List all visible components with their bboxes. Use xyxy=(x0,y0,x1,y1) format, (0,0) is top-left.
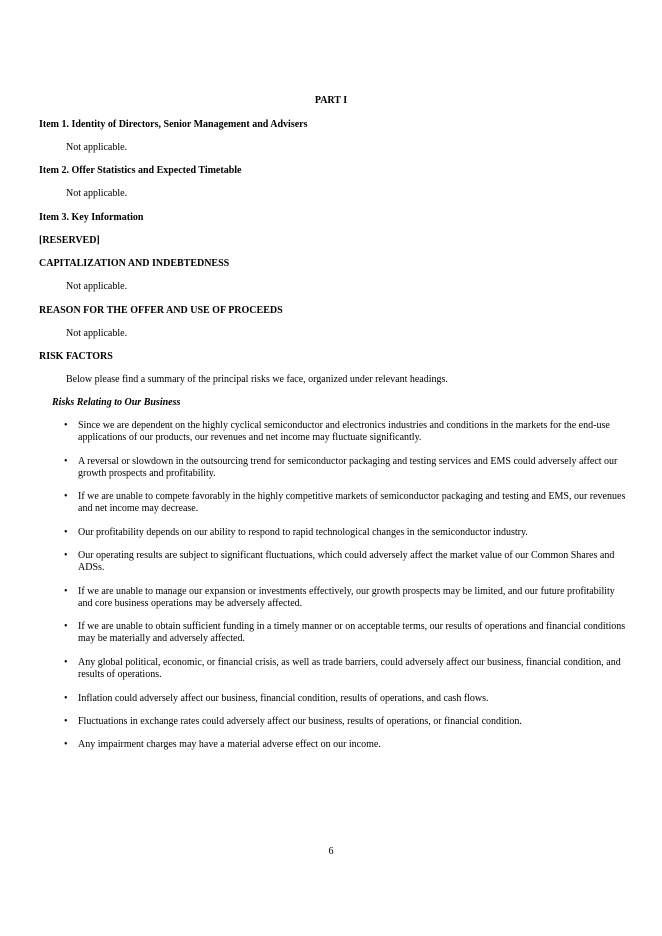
list-item xyxy=(64,491,630,515)
risk-subheading: Risks Relating to Our Business xyxy=(52,397,181,408)
list-item xyxy=(64,657,630,681)
risk-factors-heading: RISK FACTORS xyxy=(39,351,113,362)
bullet-icon: • xyxy=(64,420,68,431)
bullet-text: If we are unable to compete favorably in the highly competitive markets of semiconductor packaging and testing and EMS, our revenues and net income may decrease. xyxy=(78,491,626,514)
bullet-text: Any global political, economic, or financial crisis, as well as trade barriers, could adversely affect our business, financial condition, and results of operations. xyxy=(78,657,621,680)
bullet-text: A reversal or slowdown in the outsourcing trend for semiconductor packaging and testing services and EMS could adversely affect our growth prospects and profitability. xyxy=(78,456,618,479)
reason-heading: REASON FOR THE OFFER AND USE OF PROCEEDS xyxy=(39,305,283,316)
list-item xyxy=(64,527,630,539)
item1-heading: Item 1. Identity of Directors, Senior Management and Advisers xyxy=(39,119,308,130)
item1-text: Not applicable. xyxy=(66,142,128,153)
list-item xyxy=(64,456,630,480)
bullet-icon: • xyxy=(64,739,68,750)
bullet-text: Our profitability depends on our ability to respond to rapid technological changes in the semiconductor industry. xyxy=(78,527,528,538)
reason-text: Not applicable. xyxy=(66,328,128,339)
capitalization-text: Not applicable. xyxy=(66,281,128,292)
bullet-text: Since we are dependent on the highly cyclical semiconductor and electronics industries and conditions in the markets for the end-use applications of our products, our revenues and net income may fluctuate significantly. xyxy=(78,420,610,443)
bullet-icon: • xyxy=(64,527,68,538)
list-item xyxy=(64,550,630,574)
page-number: 6 xyxy=(328,846,334,857)
bullet-text: Any impairment charges may have a material adverse effect on our income. xyxy=(78,739,381,750)
list-item xyxy=(64,621,630,645)
item2-heading: Item 2. Offer Statistics and Expected Timetable xyxy=(39,165,242,176)
reserved-heading: [RESERVED] xyxy=(39,235,100,246)
item3-heading: Item 3. Key Information xyxy=(39,212,144,223)
bullet-icon: • xyxy=(64,657,68,668)
item2-text: Not applicable. xyxy=(66,188,128,199)
bullet-icon: • xyxy=(64,716,68,727)
list-item xyxy=(64,420,630,444)
bullet-icon: • xyxy=(64,693,68,704)
bullet-icon: • xyxy=(64,456,68,467)
part-title: PART I xyxy=(314,95,348,106)
list-item xyxy=(64,739,630,751)
bullet-text: Our operating results are subject to significant fluctuations, which could adversely affect the market value of our Common Shares and ADSs. xyxy=(78,550,615,573)
bullet-icon: • xyxy=(64,550,68,561)
bullet-icon: • xyxy=(64,491,68,502)
list-item xyxy=(64,693,630,705)
bullet-text: Fluctuations in exchange rates could adversely affect our business, results of operations, or financial condition. xyxy=(78,716,522,727)
capitalization-heading: CAPITALIZATION AND INDEBTEDNESS xyxy=(39,258,230,269)
bullet-text: If we are unable to manage our expansion or investments effectively, our growth prospects may be limited, and our future profitability and core business operations may be adversely affected. xyxy=(78,586,615,609)
bullet-icon: • xyxy=(64,621,68,632)
bullet-text: If we are unable to obtain sufficient funding in a timely manner or on acceptable terms, our results of operations and financial conditions may be materially and adversely affected. xyxy=(78,621,626,644)
risk-factors-intro: Below please find a summary of the principal risks we face, organized under relevant headings. xyxy=(66,374,448,385)
list-item xyxy=(64,716,630,728)
list-item xyxy=(64,586,630,610)
bullet-icon: • xyxy=(64,586,68,597)
bullet-text: Inflation could adversely affect our business, financial condition, results of operations, and cash flows. xyxy=(78,693,489,704)
